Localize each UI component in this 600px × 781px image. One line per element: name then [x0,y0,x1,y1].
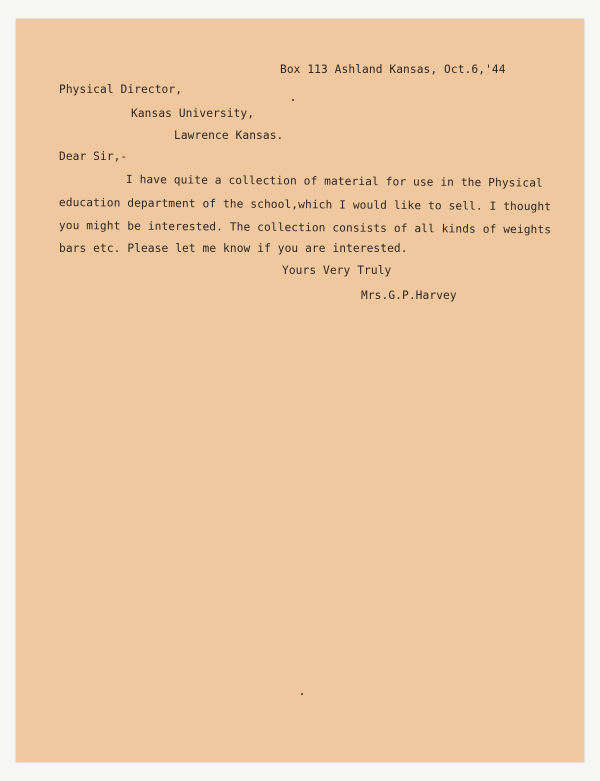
body-line-4: bars etc. Please let me know if you are interested. [59,242,408,255]
closing: Yours Very Truly [282,264,392,277]
recipient-line-3: Lawrence Kansas. [174,129,284,142]
paper-speck [292,99,294,101]
recipient-line-2: Kansas University, [131,107,255,120]
body-line-2: education department of the school,which I would like to sell. I thought [58,196,552,214]
recipient-line-1: Physical Director, [59,83,183,96]
letter-header: Box 113 Ashland Kansas, Oct.6,'44 [280,63,506,76]
body-line-1: I have quite a collection of material for use in the Physical [125,173,543,190]
salutation: Dear Sir,- [59,150,128,163]
paper-speck [301,693,303,695]
body-line-3: you might be interested. The collection consists of all kinds of weights [58,219,552,237]
signature: Mrs.G.P.Harvey [361,289,457,302]
letter-page [16,19,584,762]
